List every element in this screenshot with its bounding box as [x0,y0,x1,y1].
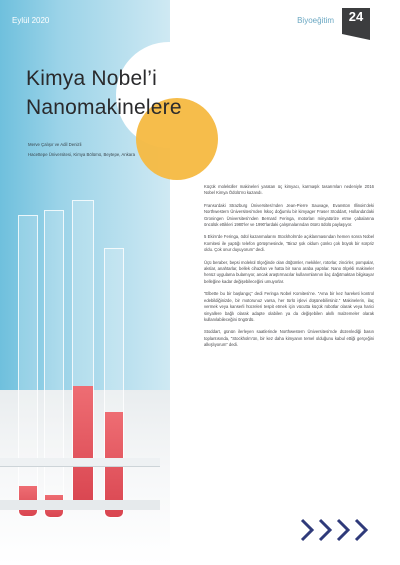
author-names: Merve Çalışır ve Adil Denizli [28,142,82,147]
author-affiliation: Hacettepe Üniversitesi, Kimya Bölümü, Beytepe, Ankara [28,152,135,157]
tube-rack [0,458,160,467]
test-tube [44,210,64,518]
body-paragraph: Fransa’daki Strazburg Üniversitesi’nden Jean-Pierre Sauvage, Evanston Illinois’deki Northwestern Üniversitesi’nden İskoç doğumlu bir kimyager Fraser Stoddart, Hollanda’daki Groningen Üniversitesi’nden Bernard Feringa, motorları minyatürize etme çabalarına öncülük ettikleri 1980’ler ve 1990’lardaki çalışmalarından ötürü ödülü paylaşıyor. [204,202,374,228]
double-chevron-right-icon [300,518,382,547]
page-number: 24 [348,9,364,24]
magazine-name: Biyoeğitim [297,16,334,25]
article-body [204,184,374,355]
body-paragraph: “Elbette bu bir başlangıç” dedi Feringa Nobel Komitesi’ne. “Ama bir kez hareketi kontrol edebildiğinizde, bir motorunuz varsa, her türlü işlevi düşünebilirsiniz.” Makinelerin, ilaç vermek veya kanserli hücreleri tespit etmek için vücutta küçük robotlar olarak veya harici sinyallere bağlı olarak adapte olabilen ya da değişebilen akıllı malzemeler olarak kullanılabileceğini öngördü. [204,291,374,322]
article-title [26,64,182,122]
red-liquid [73,386,93,506]
title-line: Kimya Nobel’i [26,67,157,90]
title-line: Nanomakinelere [26,96,182,119]
body-paragraph: Küçük moleküller makineleri yaratan üç kimyacı, karmaşık tasarımları nedeniyle 2016 Nobel Kimya Ödülü’nü kazandı. [204,184,374,196]
body-paragraph: Stoddart, günün ilerleyen saatlerinde Northwestern Üniversitesi’nde düzenlediği basın toplantısında, “Stockholm’ün, bir kez daha kimyanın temel olduğunu kabul ettiği gerçeğini alkışlıyorum” dedi. [204,329,374,348]
tube-rack-front [0,500,160,510]
issue-date: Eylül 2020 [12,16,50,25]
author-block [28,140,135,160]
test-tube [18,215,38,517]
body-paragraph: 5 Ekim’de Feringa, ödül kazanmalarını Stockholm’de açıklanmasından hemen sonra Nobel Komitesi ile yaptığı telefon görüşmesinde, “Biraz şok oldum çünkü çok büyük bir sürpriz oldu. Çok onur duyuyorum” dedi. [204,234,374,253]
test-tube [104,248,124,518]
body-paragraph: Üçü beraber, bepsi molekül ölçeğinde olan döğümler, mekikler, rotorlar, zincirler, pompalar, akslar, anahtarlar, bellek cihazları ve hatta bir nano araba yaptılar. Nano ölçekli makineler henüz uygulama bulamıyor, ancak araştırmacılar kullanımlarının ilaç dağıtmaktan bilgisayar belleğine kadar değişebileceğini umuyorlar. [204,259,374,284]
